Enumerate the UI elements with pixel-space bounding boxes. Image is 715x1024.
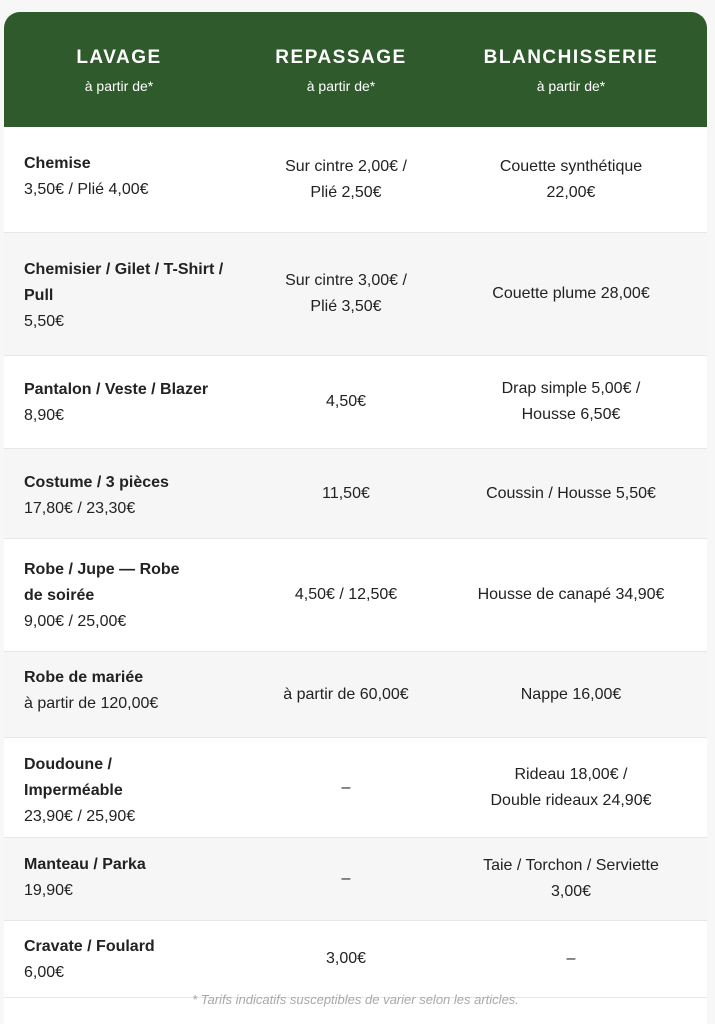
blanchisserie-cell [456,652,686,737]
header-lavage [24,48,214,94]
blanchisserie-text: 22,00€ [546,183,596,201]
repassage-cell [252,738,440,837]
lavage-price: 6,00€ [24,964,65,981]
item-name: Manteau / Parka [24,856,146,873]
repassage-text: – [341,778,351,796]
blanchisserie-cell [456,233,686,355]
repassage-cell [252,233,440,355]
repassage-text: 4,50€ / 12,50€ [294,586,398,603]
lavage-price: 8,90€ [24,407,65,424]
repassage-cell [252,652,440,737]
repassage-text: 4,50€ [325,393,367,410]
blanchisserie-cell [456,539,686,651]
item-name: Cravate / Foulard [24,938,155,955]
repassage-cell [252,838,440,920]
table-row [4,921,707,998]
lavage-price: 19,90€ [24,882,73,899]
blanchisserie-cell [456,356,686,448]
table-row [4,652,707,738]
blanchisserie-cell [456,127,686,232]
repassage-text: Sur cintre 2,00€ / [285,157,407,175]
lavage-price: 3,50€ / Plié 4,00€ [24,181,149,198]
lavage-price: 17,80€ / 23,30€ [24,500,136,517]
item-name: Pantalon / Veste / Blazer [24,381,209,398]
lavage-price: 5,50€ [24,313,65,330]
blanchisserie-text: 3,00€ [550,883,592,900]
blanchisserie-text: Nappe 16,00€ [520,685,622,703]
blanchisserie-cell [456,921,686,997]
lavage-cell [24,377,249,429]
repassage-text: – [341,870,351,887]
lavage-cell [24,557,249,635]
blanchisserie-text: Couette synthétique [499,157,643,175]
blanchisserie-text: – [566,950,576,967]
blanchisserie-text: Double rideaux 24,90€ [490,791,652,809]
table-row [4,838,707,921]
item-name: Costume / 3 pièces [24,474,169,491]
blanchisserie-text: Coussin / Housse 5,50€ [486,484,656,502]
blanchisserie-text: Taie / Torchon / Serviette [483,857,659,874]
header-title: LAVAGE [76,47,162,68]
blanchisserie-text: Housse 6,50€ [521,406,621,423]
repassage-cell [252,449,440,538]
header-subtitle: à partir de* [306,78,376,94]
item-name: Pull [24,287,54,304]
lavage-cell [24,470,249,522]
header-subtitle: à partir de* [84,78,154,94]
header-repassage [252,48,430,94]
item-name: Imperméable [24,782,123,799]
lavage-price: 23,90€ / 25,90€ [24,808,136,825]
repassage-text: Sur cintre 3,00€ / [285,272,407,289]
lavage-cell [24,752,249,830]
item-name: Robe / Jupe — Robe [24,561,180,578]
lavage-cell [24,257,249,335]
repassage-cell [252,539,440,651]
table-row [4,356,707,449]
table-row [4,449,707,539]
lavage-price: 9,00€ / 25,00€ [24,613,127,630]
lavage-cell [24,934,249,986]
repassage-text: Plié 3,50€ [310,298,382,315]
item-name: Chemise [24,155,91,172]
table-row [4,233,707,356]
header-title: REPASSAGE [275,47,407,68]
lavage-price: à partir de 120,00€ [24,695,159,712]
item-name: Doudoune / [24,756,112,773]
repassage-cell [252,127,440,232]
blanchisserie-cell [456,738,686,837]
repassage-text: 11,50€ [322,484,370,502]
table-header [4,12,707,127]
price-table-card [4,12,707,1024]
table-row [4,738,707,838]
blanchisserie-text: Couette plume 28,00€ [492,285,650,302]
footnote: * Tarifs indicatifs susceptibles de varier selon les articles. [192,992,519,1007]
repassage-text: Plié 2,50€ [310,183,382,201]
item-name: de soirée [24,587,95,604]
item-name: Robe de mariée [24,669,144,686]
item-name: Chemisier / Gilet / T-Shirt / [24,261,224,278]
blanchisserie-text: Drap simple 5,00€ / [501,380,641,397]
repassage-text: 3,00€ [325,950,367,967]
header-blanchisserie [461,48,681,94]
repassage-cell [252,921,440,997]
table-row [4,127,707,233]
header-subtitle: à partir de* [536,78,606,94]
repassage-text: à partir de 60,00€ [283,685,409,703]
blanchisserie-cell [456,838,686,920]
table-row [4,539,707,652]
lavage-cell [24,151,249,203]
header-title: BLANCHISSERIE [483,47,659,68]
blanchisserie-text: Housse de canapé 34,90€ [477,586,665,603]
blanchisserie-cell [456,449,686,538]
repassage-cell [252,356,440,448]
blanchisserie-text: Rideau 18,00€ / [514,765,628,783]
lavage-cell [24,665,249,717]
lavage-cell [24,852,249,904]
